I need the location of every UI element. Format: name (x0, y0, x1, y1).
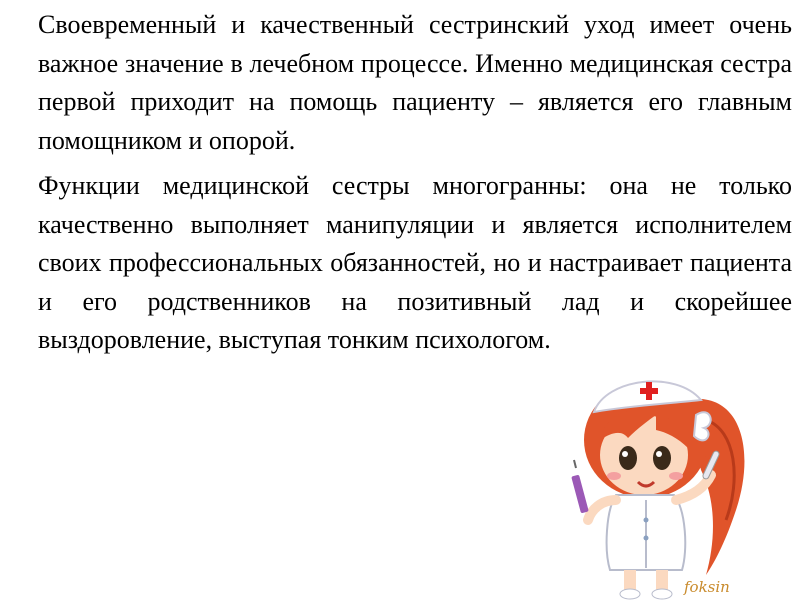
left-eye (619, 446, 637, 470)
nurse-illustration (566, 360, 766, 600)
syringe-icon (571, 475, 589, 514)
paragraph-2: Функции медицинской сестры многогранны: она не только качественно выполняет манипуляции и является исполнителем своих профессиональных обязанностей, но и настраивает пациента и его родственников на позитивный лад и скорейшее выздоровление, выступая тонким психологом. (38, 171, 792, 354)
cap-cross-h (640, 388, 658, 394)
artist-signature: foksin (684, 578, 730, 596)
right-eye (653, 446, 671, 470)
paragraph-1: Своевременный и качественный сестринский уход имеет очень важное значение в лечебном процессе. Именно медицинская сестра первой приходит на помощь пациенту – является его главным помощником и опорой. (38, 10, 792, 155)
body-text (38, 6, 792, 367)
